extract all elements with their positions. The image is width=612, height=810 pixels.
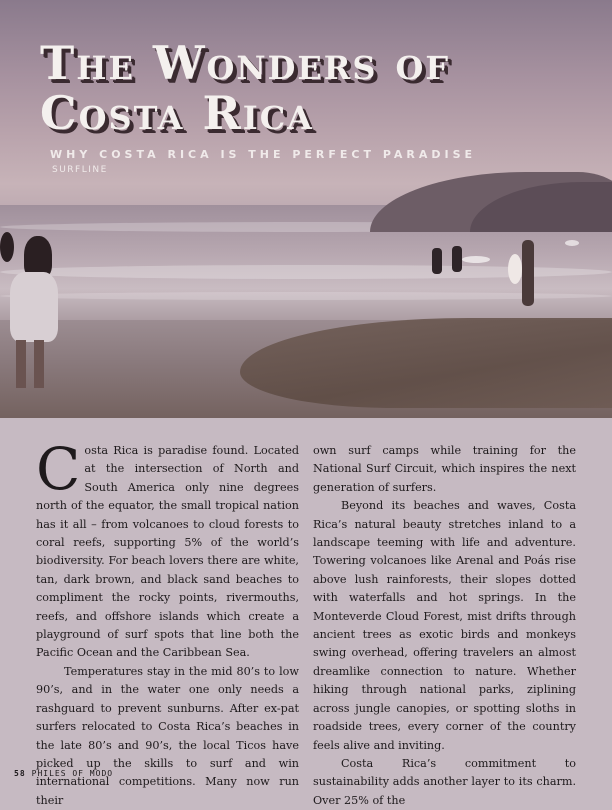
column-right [313,442,576,810]
surfboard [508,254,522,284]
paragraph-text: osta Rica is paradise found. Located at the intersection of North and South America only nine degrees north of the equator, the small tropical nation has it all – from volcanoes to cloud forests to coral reefs, supporting 5% of the world’s biodiversity. For beach lovers there are white, tan, dark brown, and black sand beaches to compliment the rocky points, rivermouths, reefs, and offshore islands which create a playground of surf spots that line both the Pacific Ocean and the Caribbean Sea. [36,444,299,660]
surfboard [565,240,579,246]
paragraph: own surf camps while training for the National Surf Circuit, which inspires the next generation of surfers. [313,444,576,494]
paragraph: Temperatures stay in the mid 80’s to low 90’s, and in the water one only needs a rashguard to prevent sunburns. After ex-pat surfers relocated to Costa Rica’s beaches in the late 80’s and 90’s, the local Ticos have picked up the skills to surf and win international competitions. Many now run their [36,664,299,807]
person-figure [0,232,14,262]
person-figure [34,340,44,388]
drop-cap: C [36,435,81,503]
column-left [36,435,299,810]
article-source: SURFLINE [52,165,108,175]
wave-foam [0,292,612,300]
title-line-1: The Wonders of [40,36,451,90]
title-line-2: Costa Rica [40,86,314,140]
paragraph: Costa Rica’s commitment to sustainability adds another layer to its charm. Over 25% of the [313,756,576,807]
paragraph: Beyond its beaches and waves, Costa Rica’s natural beauty stretches inland to a landscape teeming with life and adventure. Towering volcanoes like Arenal and Poás rise above lush rainforests, their slopes dotted with waterfalls and hot springs. In the Monteverde Cloud Forest, mist drifts through ancient trees as exotic birds and monkeys swing overhead, offering travelers an almost dreamlike connection to nature. Whether hiking through national parks, ziplining across jungle canopies, or spotting sloths in roadside trees, every corner of the country feels alive and inviting. [313,499,576,752]
person-figure [16,340,26,388]
paragraph [36,435,299,663]
article-subtitle: WHY COSTA RICA IS THE PERFECT PARADISE [50,148,477,161]
person-figure [522,240,534,306]
page-number: 58 [14,769,26,778]
publication-name: PHILES OF MODO [31,769,114,778]
article-title [40,38,600,138]
surfboard [462,256,490,263]
person-figure [452,246,462,272]
person-figure [432,248,442,274]
person-figure [10,272,58,342]
page-footer [14,769,113,778]
